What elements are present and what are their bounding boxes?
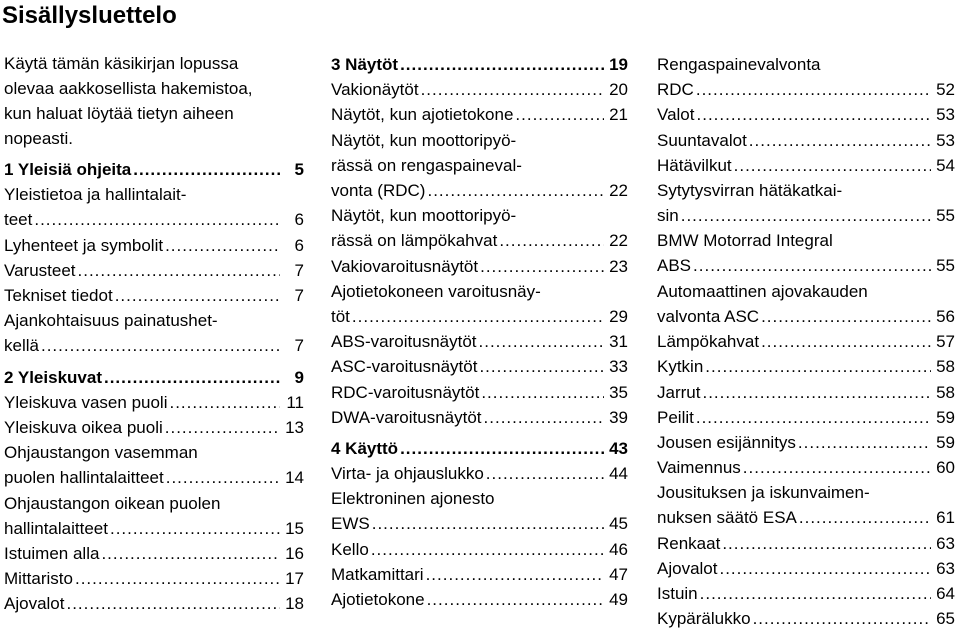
dot-leader (169, 390, 280, 415)
page-number: 58 (936, 357, 955, 377)
toc-entry-label: Suuntavalot (657, 130, 747, 150)
page-number: 23 (609, 256, 628, 276)
toc-entry-text: BMW Motorrad Integral (657, 231, 833, 251)
page-number: 16 (285, 544, 304, 563)
toc-entry-label: DWA-varoitusnäytöt (331, 407, 482, 427)
page-number: 53 (936, 105, 955, 125)
toc-entry[interactable] (4, 566, 304, 591)
toc-entry[interactable] (4, 182, 304, 232)
toc-entry-label: Jousen esijännitys (657, 433, 796, 452)
page-number: 54 (936, 155, 955, 175)
toc-entry-label: Yleiskuva oikea puoli (4, 418, 163, 437)
toc-entry-label: Matkamittari (331, 565, 424, 584)
page-number: 5 (294, 160, 304, 179)
dot-leader (743, 455, 931, 480)
page-number: 52 (936, 80, 955, 99)
toc-entry[interactable] (4, 541, 304, 566)
dot-leader (722, 531, 931, 556)
toc-entry-label: Hätävilkut (657, 155, 732, 175)
toc-entry[interactable] (331, 587, 628, 612)
toc-entry[interactable] (331, 128, 628, 203)
toc-entry-text: Ohjaustangon vasemman (4, 443, 198, 463)
toc-entry[interactable] (331, 461, 628, 486)
toc-entry[interactable] (657, 430, 955, 455)
dot-leader (700, 581, 931, 606)
page-number: 29 (609, 306, 628, 326)
dot-leader (515, 102, 604, 127)
toc-entry[interactable] (4, 283, 304, 308)
dot-leader (427, 587, 604, 612)
dot-leader (480, 254, 604, 279)
toc-entry-text: Automaattinen ajovakauden (657, 281, 868, 301)
dot-leader (486, 461, 604, 486)
toc-chapter[interactable] (4, 157, 304, 182)
toc-entry-label: EWS (331, 514, 370, 534)
page-number: 13 (285, 418, 304, 437)
dot-leader (421, 77, 604, 102)
toc-entry-label: 2 Yleiskuvat (4, 367, 102, 387)
toc-entry[interactable] (331, 380, 628, 405)
toc-entry[interactable] (4, 591, 304, 616)
page-number: 6 (294, 210, 304, 230)
intro-line: kun haluat löytää tietyn aiheen (4, 104, 234, 123)
toc-entry[interactable] (4, 233, 304, 258)
toc-entry-label: sin (657, 206, 679, 225)
dot-leader (115, 283, 280, 308)
dot-leader (41, 333, 280, 358)
toc-entry-label: Virta- ja ohjauslukko (331, 464, 484, 484)
toc-entry-label: puolen hallintalaitteet (4, 468, 164, 488)
dot-leader (78, 258, 280, 283)
toc-entry[interactable] (331, 77, 628, 102)
dot-leader (481, 380, 604, 405)
page-number: 21 (609, 105, 628, 125)
toc-entry-label: Jarrut (657, 382, 701, 402)
toc-entry[interactable] (4, 440, 304, 490)
dot-leader (761, 304, 931, 329)
toc-entry-text: Ajotietokoneen varoitusnäy- (331, 281, 541, 301)
toc-entry-text: Näytöt, kun moottoripyö- (331, 130, 517, 150)
dot-leader (702, 380, 931, 405)
intro-text (4, 51, 304, 151)
page-number: 6 (294, 235, 304, 255)
toc-entry[interactable] (657, 405, 955, 430)
toc-entry-label: ABS-varoitusnäytöt (331, 332, 477, 352)
page-number: 61 (936, 508, 955, 528)
toc-entry[interactable] (657, 228, 955, 278)
toc-entry[interactable] (657, 556, 955, 581)
toc-entry[interactable] (331, 562, 628, 587)
toc-entry[interactable] (657, 480, 955, 530)
toc-entry-label: Kello (331, 539, 369, 559)
page-number: 19 (609, 55, 628, 74)
page-number: 22 (609, 180, 628, 200)
toc-entry-label: Varusteet (4, 260, 76, 280)
toc-entry-text: Rengaspainevalvonta (657, 55, 821, 74)
toc-entry[interactable] (657, 354, 955, 379)
page-number: 35 (609, 382, 628, 402)
page-number: 45 (609, 514, 628, 534)
page-number: 63 (936, 533, 955, 553)
toc-entry[interactable] (657, 581, 955, 606)
page-number: 17 (285, 569, 304, 589)
page-number: 9 (294, 367, 304, 387)
dot-leader (484, 405, 604, 430)
dot-leader (400, 52, 604, 77)
toc-entry-label: Kytkin (657, 357, 704, 377)
toc-entry[interactable] (331, 354, 628, 379)
dot-leader (110, 516, 280, 541)
toc-entry-label: Tekniset tiedot (4, 286, 113, 305)
toc-entry-label: Yleiskuva vasen puoli (4, 392, 168, 412)
page-number: 18 (285, 594, 304, 614)
page-number: 55 (936, 206, 955, 225)
toc-entry[interactable] (4, 390, 304, 415)
page-number: 65 (936, 609, 955, 629)
page-title: Sisällysluettelo (2, 2, 177, 29)
page-number: 15 (285, 518, 304, 538)
toc-entry-label: vonta (RDC) (331, 180, 426, 200)
toc-entry-text: Yleistietoa ja hallintalait- (4, 185, 187, 205)
toc-entry[interactable] (331, 279, 628, 329)
page-number: 7 (294, 286, 304, 305)
toc-chapter[interactable] (4, 365, 304, 390)
toc-entry[interactable] (657, 102, 955, 127)
dot-leader (681, 203, 931, 228)
dot-leader (101, 541, 280, 566)
page-number: 14 (285, 468, 304, 488)
toc-entry[interactable] (331, 203, 628, 253)
toc-entry[interactable] (4, 308, 304, 358)
toc-entry[interactable] (4, 491, 304, 541)
page-number: 7 (294, 336, 304, 356)
dot-leader (426, 562, 604, 587)
toc-entry[interactable] (4, 415, 304, 440)
toc-entry-text: Elektroninen ajonesto (331, 489, 495, 509)
dot-leader (352, 304, 604, 329)
toc-entry-label: 4 Käyttö (331, 439, 399, 458)
toc-entry[interactable] (657, 52, 955, 102)
toc-entry[interactable] (331, 102, 628, 127)
dot-leader (75, 566, 280, 591)
page-number: 63 (936, 559, 955, 578)
page-number: 43 (609, 439, 628, 458)
dot-leader (753, 606, 931, 631)
toc-entry-label: kellä (4, 336, 39, 356)
toc-entry-label: Vakionäytöt (331, 80, 419, 100)
toc-entry-label: Lämpökahvat (657, 332, 760, 352)
toc-entry[interactable] (657, 329, 955, 354)
toc-entry-label: Ajotietokone (331, 590, 425, 610)
page-number: 58 (936, 382, 955, 402)
toc-entry[interactable] (331, 537, 628, 562)
dot-leader (696, 77, 931, 102)
toc-entry-label: hallintalaitteet (4, 518, 108, 538)
dot-leader (734, 153, 931, 178)
toc-entry-text: Ohjaustangon oikean puolen (4, 493, 221, 513)
toc-entry-label: Ajovalot (4, 594, 65, 614)
dot-leader (479, 329, 604, 354)
dot-leader (400, 436, 604, 461)
dot-leader (34, 207, 280, 232)
page-number: 56 (936, 306, 955, 326)
toc-entry-label: Näytöt, kun ajotietokone (331, 105, 514, 125)
intro-line: nopeasti. (4, 129, 73, 148)
dot-leader (165, 233, 280, 258)
toc-entry[interactable] (331, 329, 628, 354)
toc-entry-label: Kypärälukko (657, 609, 751, 629)
toc-chapter[interactable] (331, 52, 628, 77)
toc-entry-label: nuksen säätö ESA (657, 508, 797, 528)
page-number: 59 (936, 407, 955, 427)
page-number: 64 (936, 584, 955, 604)
toc-entry-label: Istuimen alla (4, 544, 100, 563)
toc-entry-label: valvonta ASC (657, 306, 760, 326)
dot-leader (693, 253, 931, 278)
page-number: 46 (609, 539, 628, 559)
toc-entry[interactable] (657, 279, 955, 329)
dot-leader (371, 537, 604, 562)
toc-entry-text: Jousituksen ja iskunvaimen- (657, 483, 870, 503)
page-number: 20 (609, 80, 628, 100)
toc-entry-label: Istuin (657, 584, 698, 604)
toc-entry-label: Vaimennus (657, 458, 741, 478)
toc-entry-label: rässä on lämpökahvat (331, 231, 498, 251)
intro-line: olevaa aakkosellista hakemistoa, (4, 79, 253, 98)
page-number: 59 (936, 433, 955, 452)
dot-leader (427, 178, 604, 203)
intro-line: Käytä tämän käsikirjan lopussa (4, 54, 239, 73)
dot-leader (697, 102, 932, 127)
toc-entry-label: ASC-varoitusnäytöt (331, 357, 478, 377)
toc-entry-text: Ajankohtaisuus painatushet- (4, 311, 218, 331)
toc-entry[interactable] (4, 258, 304, 283)
toc-entry[interactable] (657, 153, 955, 178)
toc-entry-label: Valot (657, 105, 695, 125)
toc-entry-label: Lyhenteet ja symbolit (4, 235, 164, 255)
page-number: 55 (936, 256, 955, 276)
toc-entry-label: Vakiovaroitusnäytöt (331, 256, 479, 276)
toc-entry-text: Näytöt, kun moottoripyö- (331, 206, 517, 226)
toc-entry-text: rässä on rengaspaineval- (331, 155, 522, 175)
page-number: 60 (936, 458, 955, 478)
toc-entry-label: Renkaat (657, 533, 721, 553)
page-number: 22 (609, 231, 628, 251)
toc-entry[interactable] (657, 178, 955, 228)
toc-chapter[interactable] (331, 436, 628, 461)
toc-entry-label: 1 Yleisiä ohjeita (4, 160, 132, 179)
dot-leader (799, 505, 931, 530)
dot-leader (372, 511, 604, 536)
page-number: 31 (609, 332, 628, 352)
toc-entry-label: 3 Näytöt (331, 55, 399, 74)
toc-entry-label: töt (331, 306, 350, 326)
dot-leader (479, 354, 604, 379)
page-number: 7 (294, 260, 304, 280)
toc-entry-label: Ajovalot (657, 559, 718, 578)
toc-entry[interactable] (331, 405, 628, 430)
page-number: 57 (936, 332, 955, 352)
dot-leader (696, 405, 931, 430)
toc-entry-label: RDC-varoitusnäytöt (331, 382, 480, 402)
page-number: 11 (286, 392, 304, 412)
toc-entry-label: ABS (657, 256, 692, 276)
toc-entry[interactable] (657, 455, 955, 480)
toc-entry-text: Sytytysvirran hätäkatkai- (657, 181, 843, 200)
page-number: 39 (609, 407, 628, 427)
toc-entry[interactable] (331, 486, 628, 536)
toc-entry-label: teet (4, 210, 33, 230)
dot-leader (749, 128, 931, 153)
toc-entry-label: RDC (657, 80, 694, 99)
page-number: 44 (609, 464, 628, 484)
toc-entry[interactable] (331, 254, 628, 279)
dot-leader (798, 430, 931, 455)
toc-entry-label: Mittaristo (4, 569, 73, 589)
toc-entry[interactable] (657, 531, 955, 556)
page-number: 33 (609, 357, 628, 377)
toc-entry[interactable] (657, 606, 955, 631)
dot-leader (761, 329, 931, 354)
toc-entry[interactable] (657, 380, 955, 405)
dot-leader (165, 415, 280, 440)
dot-leader (66, 591, 280, 616)
page-number: 53 (936, 130, 955, 150)
page-number: 47 (609, 565, 628, 584)
dot-leader (166, 465, 280, 490)
toc-entry-label: Peilit (657, 407, 694, 427)
page-number: 49 (609, 590, 628, 610)
toc-entry[interactable] (657, 128, 955, 153)
dot-leader (719, 556, 931, 581)
dot-leader (104, 365, 280, 390)
dot-leader (705, 354, 931, 379)
dot-leader (133, 157, 280, 182)
dot-leader (499, 228, 604, 253)
